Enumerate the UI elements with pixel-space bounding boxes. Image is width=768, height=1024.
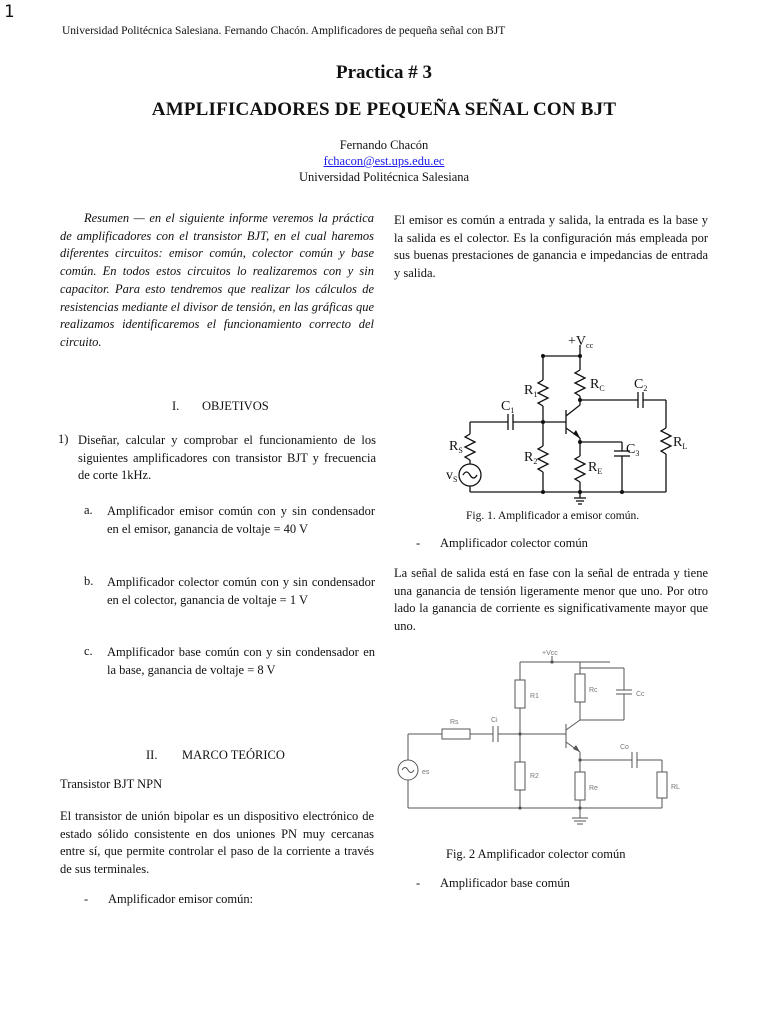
right-paragraph-2: La señal de salida está en fase con la señal de entrada y tiene una ganancia de tensión ligeramente menor que uno. Por otro lado la ganancia de corriente es significativamente mayor que uno. bbox=[394, 566, 708, 634]
figure-1-circuit bbox=[440, 330, 700, 510]
objective-item-text: Amplificador colector común con y sin condensador en el colector, ganancia de voltaje = 1 V bbox=[107, 575, 375, 607]
label-r2: $R_2$ bbox=[524, 450, 538, 466]
label-vcc: +Vcc bbox=[542, 650, 558, 657]
running-header: Universidad Politécnica Salesiana. Fernando Chacón. Amplificadores de pequeña señal con BJT bbox=[62, 25, 506, 37]
label-rl: RL bbox=[671, 784, 680, 791]
label-es: es bbox=[422, 769, 430, 776]
section-title: MARCO TEÓRICO bbox=[182, 748, 285, 762]
abstract: Resumen — en el siguiente informe veremos la práctica de amplificadores con el transistor BJT, en el cual haremos diferentes circuitos: emisor común, colector común y base común. En todos estos circuitos lo realizaremos con y sin capacitor. Para esto tendremos que realizar los cálculos de resistencias mediante el divisor de tensión, en las gráficas que realizamos identificaremos el funcionamiento correcto del circuito. bbox=[60, 211, 374, 349]
label-vs: $v_S$ bbox=[446, 468, 458, 484]
label-c3: $C_3$ bbox=[626, 442, 640, 458]
section-heading-objetivos bbox=[172, 399, 269, 414]
label-r2: R2 bbox=[530, 773, 539, 780]
author-affiliation: Universidad Politécnica Salesiana bbox=[298, 170, 470, 184]
label-r1: R1 bbox=[530, 693, 539, 700]
objective-text: Diseñar, calcular y comprobar el funcionamiento de los siguientes amplificadores con transistor BJT y frecuencia de corte 1kHz. bbox=[78, 433, 376, 483]
section-heading-marco bbox=[146, 748, 285, 763]
author-block bbox=[0, 137, 768, 185]
label-re: $R_E$ bbox=[588, 460, 603, 476]
label-rs: Rs bbox=[450, 719, 459, 726]
bullet-text: Amplificador colector común bbox=[440, 536, 588, 550]
label-r1: $R_1$ bbox=[524, 383, 538, 399]
bullet-colector-comun bbox=[416, 536, 588, 551]
bullet-mark: - bbox=[416, 536, 421, 550]
label-re: Re bbox=[589, 785, 598, 792]
section-number: I. bbox=[172, 399, 180, 413]
objective-item-letter: b. bbox=[84, 574, 94, 588]
author-email-link[interactable]: fchacon@est.ups.edu.ec bbox=[323, 154, 445, 168]
right-paragraph-1: El emisor es común a entrada y salida, la entrada es la base y la salida es el colector. Es la configuración más empleada por sus buenas prestaciones de ganancia e impedancias de entrada y salida. bbox=[394, 213, 708, 281]
figure-2-circuit bbox=[384, 646, 700, 832]
figure-2-caption: Fig. 2 Amplificador colector común bbox=[446, 847, 626, 861]
label-c2: $C_2$ bbox=[634, 377, 648, 393]
bullet-mark: - bbox=[416, 876, 421, 890]
author-name: Fernando Chacón bbox=[339, 138, 429, 152]
npn-paragraph: El transistor de unión bipolar es un dispositivo electrónico de estado sólido consistente en dos uniones PN muy cercanas entre sí, que permite controlar el paso de la corriente a través de sus terminales. bbox=[60, 809, 374, 877]
objective-item-letter: c. bbox=[84, 644, 93, 658]
label-vcc: $+V_{cc}$ bbox=[568, 334, 594, 350]
label-rc: Rc bbox=[589, 687, 598, 694]
bullet-text: Amplificador emisor común: bbox=[108, 892, 254, 906]
objective-item-text: Amplificador base común con y sin condensador en la base, ganancia de voltaje = 8 V bbox=[107, 645, 375, 677]
label-rs: $R_S$ bbox=[449, 439, 463, 455]
bullet-mark: - bbox=[84, 892, 89, 906]
bullet-text: Amplificador base común bbox=[440, 876, 570, 890]
main-title: AMPLIFICADORES DE PEQUEÑA SEÑAL CON BJT bbox=[151, 99, 617, 120]
bullet-emisor-comun bbox=[84, 892, 253, 907]
label-cc: Cc bbox=[636, 691, 645, 698]
label-rl: $R_L$ bbox=[673, 435, 688, 451]
objective-item-text: Amplificador emisor común con y sin condensador en el emisor, ganancia de voltaje = 40 V bbox=[107, 504, 375, 536]
practice-title: Practica # 3 bbox=[335, 62, 432, 83]
section-number: II. bbox=[146, 748, 158, 762]
section-title: OBJETIVOS bbox=[202, 399, 269, 413]
objective-number: 1) bbox=[58, 432, 69, 446]
figure-1-caption: Fig. 1. Amplificador a emisor común. bbox=[466, 510, 640, 522]
subsection-npn: Transistor BJT NPN bbox=[60, 777, 163, 791]
label-c1: $C_1$ bbox=[501, 399, 515, 415]
page-number: 1 bbox=[4, 2, 15, 22]
label-co: Co bbox=[620, 744, 629, 751]
label-ci: Ci bbox=[491, 717, 498, 724]
label-rc: $R_C$ bbox=[590, 377, 605, 393]
objective-item-letter: a. bbox=[84, 503, 93, 517]
bullet-base-comun bbox=[416, 876, 570, 891]
